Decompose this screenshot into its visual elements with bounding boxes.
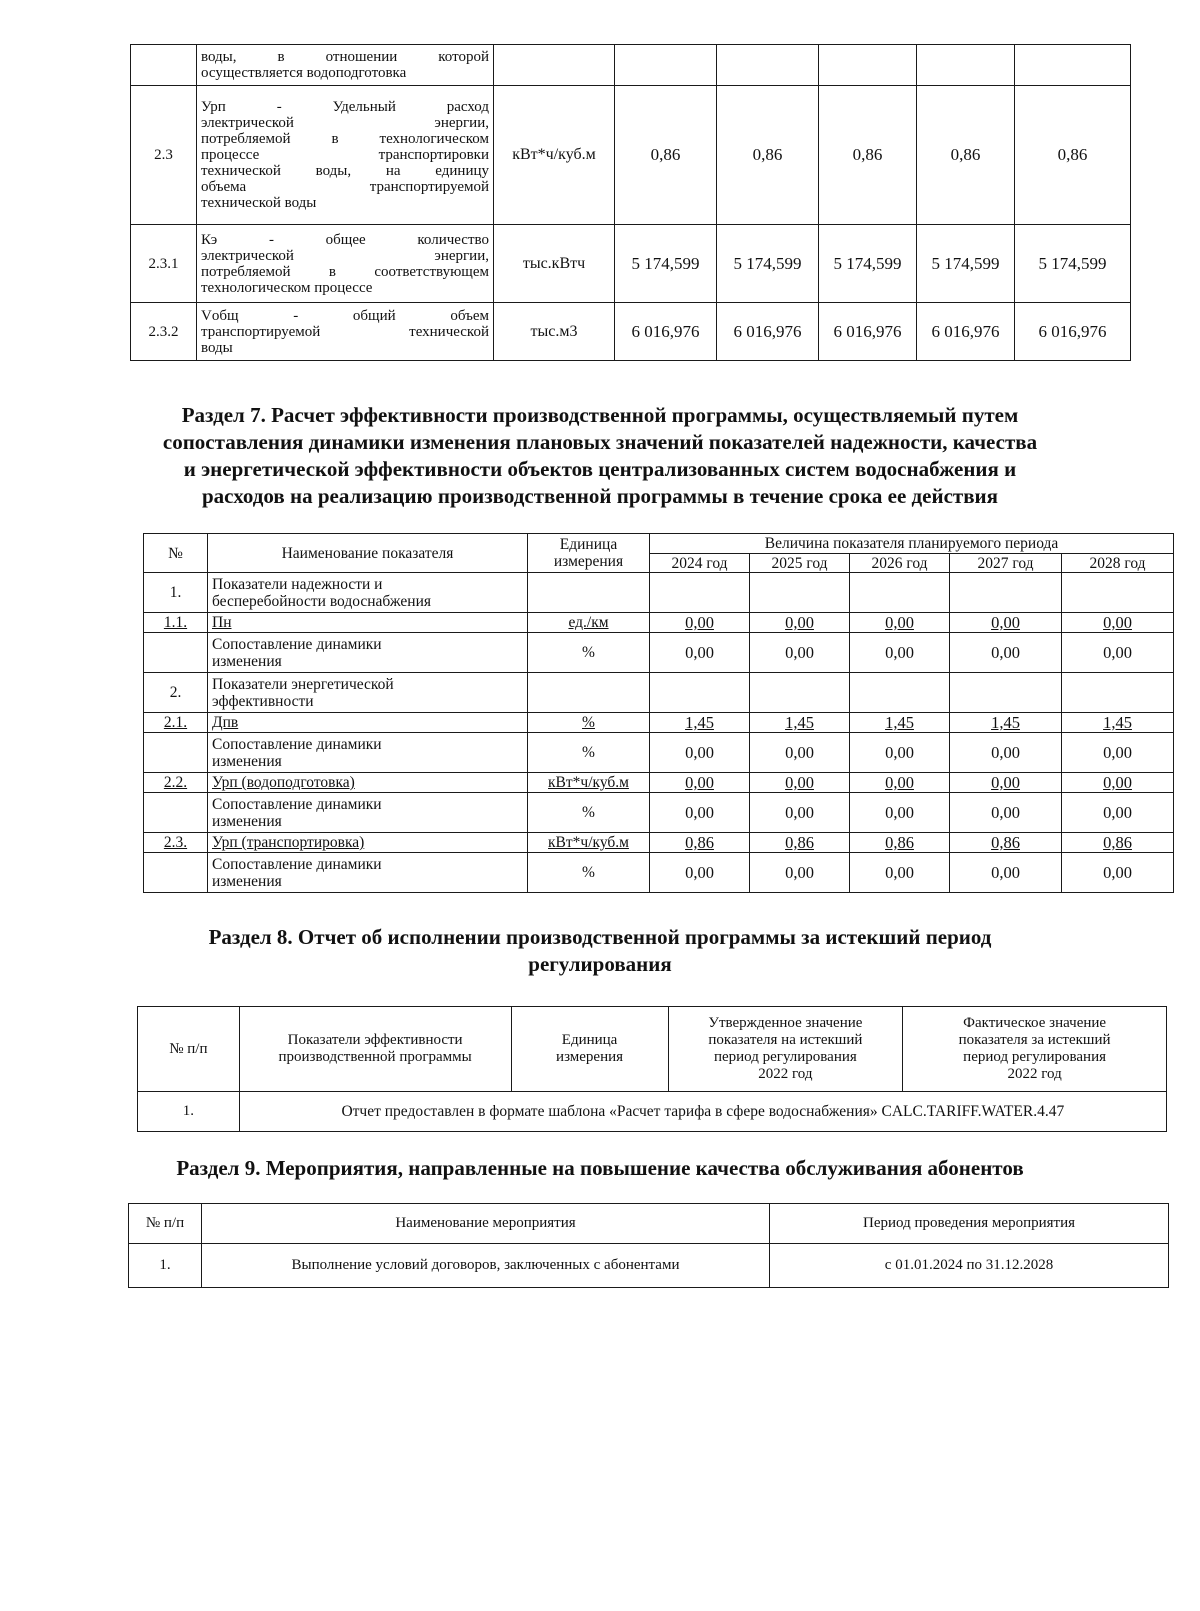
- table-row: [144, 573, 1174, 613]
- header-year: 2024 год: [650, 554, 750, 573]
- value-cell: 0,86: [650, 833, 750, 853]
- value-cell: 6 016,976: [819, 303, 917, 361]
- table-row: [144, 733, 1174, 773]
- value-cell: 0,00: [750, 633, 850, 673]
- value-cell: [750, 673, 850, 713]
- row-number: [144, 733, 208, 773]
- table-row: [131, 45, 1131, 86]
- report-note: Отчет предоставлен в формате шаблона «Расчет тарифа в сфере водоснабжения» CALC.TARIFF.WATER.4.47: [239, 1092, 1166, 1132]
- value-cell: 0,00: [850, 633, 950, 673]
- value-cell: 0,00: [1062, 733, 1174, 773]
- row-unit: %: [528, 853, 650, 893]
- table-header-row: [138, 1007, 1167, 1092]
- table-row: [129, 1244, 1169, 1288]
- header-num: № п/п: [138, 1007, 240, 1092]
- row-name: Урп (транспортировка): [208, 833, 528, 853]
- value-cell: 0,00: [750, 613, 850, 633]
- row-number: 1.: [129, 1244, 202, 1288]
- row-unit: ед./км: [528, 613, 650, 633]
- value-cell: 1,45: [650, 713, 750, 733]
- row-name: Дпв: [208, 713, 528, 733]
- table-row: [144, 853, 1174, 893]
- value-cell: 0,00: [950, 853, 1062, 893]
- table-row: [144, 613, 1174, 633]
- row-name: Vобщ - общий объем транспортируемой технической воды: [197, 303, 494, 361]
- value-cell: 5 174,599: [717, 225, 819, 303]
- value-cell: [650, 573, 750, 613]
- row-number: 2.: [144, 673, 208, 713]
- row-unit: %: [528, 733, 650, 773]
- value-cell: 0,86: [917, 86, 1015, 225]
- header-year: 2028 год: [1062, 554, 1174, 573]
- header-num: № п/п: [129, 1204, 202, 1244]
- value-cell: [1062, 573, 1174, 613]
- value-cell: 0,00: [950, 773, 1062, 793]
- value-cell: 1,45: [950, 713, 1062, 733]
- section-9-title: Раздел 9. Мероприятия, направленные на повышение качества обслуживания абонентов: [176, 1156, 1024, 1180]
- table-row: [144, 633, 1174, 673]
- row-number: 2.2.: [144, 773, 208, 793]
- table-row: [144, 773, 1174, 793]
- row-number: 2.3.1: [131, 225, 197, 303]
- value-cell: 0,00: [850, 773, 950, 793]
- value-cell: 0,00: [1062, 633, 1174, 673]
- value-cell: 0,00: [950, 793, 1062, 833]
- row-unit: [528, 573, 650, 613]
- row-name: Сопоставление динамики изменения: [208, 633, 528, 673]
- row-name: Показатели надежности и бесперебойности водоснабжения: [208, 573, 528, 613]
- table-row: [144, 673, 1174, 713]
- value-cell: 0,00: [650, 733, 750, 773]
- row-number: [144, 853, 208, 893]
- value-cell: 0,00: [750, 733, 850, 773]
- row-unit: тыс.кВтч: [494, 225, 615, 303]
- header-approved-value: Утвержденное значение показателя на истекший период регулирования 2022 год: [668, 1007, 903, 1092]
- row-unit: кВт*ч/куб.м: [528, 833, 650, 853]
- value-cell: [750, 573, 850, 613]
- service-quality-measures-table: [128, 1203, 1169, 1288]
- header-name: Наименование показателя: [208, 534, 528, 573]
- value-cell: [850, 573, 950, 613]
- row-unit: тыс.м3: [494, 303, 615, 361]
- value-cell: 0,00: [650, 793, 750, 833]
- value-cell: 0,00: [650, 853, 750, 893]
- value-cell: [950, 573, 1062, 613]
- row-number: 1.1.: [144, 613, 208, 633]
- value-cell: 0,00: [950, 613, 1062, 633]
- section-7-title: Раздел 7. Расчет эффективности производственной программы, осуществляемый путем сопоставления динамики изменения плановых значений показателей надежности, качества и энергетической эффективности объектов централизованных систем водоснабжения и расходов на реализацию производственной программы в течение срока ее действия: [162, 403, 1038, 508]
- row-name: Сопоставление динамики изменения: [208, 853, 528, 893]
- table-header-row: [129, 1204, 1169, 1244]
- value-cell: 0,00: [850, 733, 950, 773]
- value-cell: 1,45: [1062, 713, 1174, 733]
- table-row: [138, 1092, 1167, 1132]
- value-cell: 0,00: [750, 793, 850, 833]
- value-cell: 5 174,599: [1015, 225, 1131, 303]
- row-name: Сопоставление динамики изменения: [208, 793, 528, 833]
- row-unit: кВт*ч/куб.м: [494, 86, 615, 225]
- row-number: 2.3: [131, 86, 197, 225]
- value-cell: 0,86: [717, 86, 819, 225]
- value-cell: 0,00: [750, 853, 850, 893]
- row-name: Урп - Удельный расход электрической энергии, потребляемой в технологическом процессе транспортировки технической воды, на единицу объема транспортируемой технической воды: [197, 86, 494, 225]
- section-8-title: Раздел 8. Отчет об исполнении производственной программы за истекший период регулирования: [208, 925, 992, 976]
- value-cell: 0,86: [950, 833, 1062, 853]
- table-row: [144, 713, 1174, 733]
- value-cell: 0,00: [1062, 613, 1174, 633]
- value-cell: 6 016,976: [917, 303, 1015, 361]
- table-header-row: [144, 534, 1174, 554]
- indicators-table-continued: [130, 44, 1131, 361]
- value-cell: 1,45: [750, 713, 850, 733]
- value-cell: 6 016,976: [615, 303, 717, 361]
- header-year: 2025 год: [750, 554, 850, 573]
- row-unit: [528, 673, 650, 713]
- value-cell: [1062, 673, 1174, 713]
- measure-period: с 01.01.2024 по 31.12.2028: [770, 1244, 1169, 1288]
- value-cell: 0,86: [750, 833, 850, 853]
- measure-name: Выполнение условий договоров, заключенных с абонентами: [202, 1244, 770, 1288]
- value-cell: 0,00: [750, 773, 850, 793]
- value-cell: 5 174,599: [819, 225, 917, 303]
- value-cell: 0,00: [850, 613, 950, 633]
- efficiency-table: [143, 533, 1174, 893]
- value-cell: 6 016,976: [1015, 303, 1131, 361]
- value-cell: 0,00: [950, 733, 1062, 773]
- value-cell: 0,00: [650, 773, 750, 793]
- value-cell: 1,45: [850, 713, 950, 733]
- row-unit: %: [528, 793, 650, 833]
- row-name: Показатели энергетической эффективности: [208, 673, 528, 713]
- value-cell: 5 174,599: [615, 225, 717, 303]
- row-number: 2.1.: [144, 713, 208, 733]
- value-cell: 0,86: [850, 833, 950, 853]
- row-name: Урп (водоподготовка): [208, 773, 528, 793]
- table-row: [131, 303, 1131, 361]
- value-cell: 0,00: [950, 633, 1062, 673]
- row-number: 2.3.2: [131, 303, 197, 361]
- table-row: [131, 86, 1131, 225]
- table-row: [144, 833, 1174, 853]
- header-name: Наименование мероприятия: [202, 1204, 770, 1244]
- value-cell: [650, 673, 750, 713]
- value-cell: 6 016,976: [717, 303, 819, 361]
- row-name: Кэ - общее количество электрической энергии, потребляемой в соответствующем технологическом процессе: [197, 225, 494, 303]
- value-cell: 0,00: [1062, 793, 1174, 833]
- row-number: 1.: [144, 573, 208, 613]
- row-unit: %: [528, 713, 650, 733]
- value-cell: 0,00: [650, 613, 750, 633]
- header-unit: Единица измерения: [511, 1007, 668, 1092]
- value-cell: 0,00: [850, 793, 950, 833]
- header-num: №: [144, 534, 208, 573]
- row-number: 2.3.: [144, 833, 208, 853]
- value-cell: 5 174,599: [917, 225, 1015, 303]
- header-period: Период проведения мероприятия: [770, 1204, 1169, 1244]
- header-year: 2027 год: [950, 554, 1062, 573]
- value-cell: 0,00: [1062, 773, 1174, 793]
- row-name: воды, в отношении которой осуществляется водоподготовка: [197, 45, 494, 86]
- row-unit: %: [528, 633, 650, 673]
- header-name: Показатели эффективности производственной программы: [239, 1007, 511, 1092]
- row-unit: кВт*ч/куб.м: [528, 773, 650, 793]
- header-year: 2026 год: [850, 554, 950, 573]
- table-row: [144, 793, 1174, 833]
- value-cell: 0,00: [1062, 853, 1174, 893]
- table-row: [131, 225, 1131, 303]
- header-actual-value: Фактическое значение показателя за истекший период регулирования 2022 год: [903, 1007, 1167, 1092]
- row-number: [144, 633, 208, 673]
- row-name: Пн: [208, 613, 528, 633]
- value-cell: [850, 673, 950, 713]
- row-number: [144, 793, 208, 833]
- execution-report-table: [137, 1006, 1167, 1132]
- header-period: Величина показателя планируемого периода: [650, 534, 1174, 554]
- row-name: Сопоставление динамики изменения: [208, 733, 528, 773]
- value-cell: 0,86: [1062, 833, 1174, 853]
- value-cell: 0,00: [850, 853, 950, 893]
- value-cell: [950, 673, 1062, 713]
- value-cell: 0,86: [1015, 86, 1131, 225]
- value-cell: 0,86: [615, 86, 717, 225]
- value-cell: 0,86: [819, 86, 917, 225]
- header-unit: Единица измерения: [528, 534, 650, 573]
- row-number: 1.: [138, 1092, 240, 1132]
- value-cell: 0,00: [650, 633, 750, 673]
